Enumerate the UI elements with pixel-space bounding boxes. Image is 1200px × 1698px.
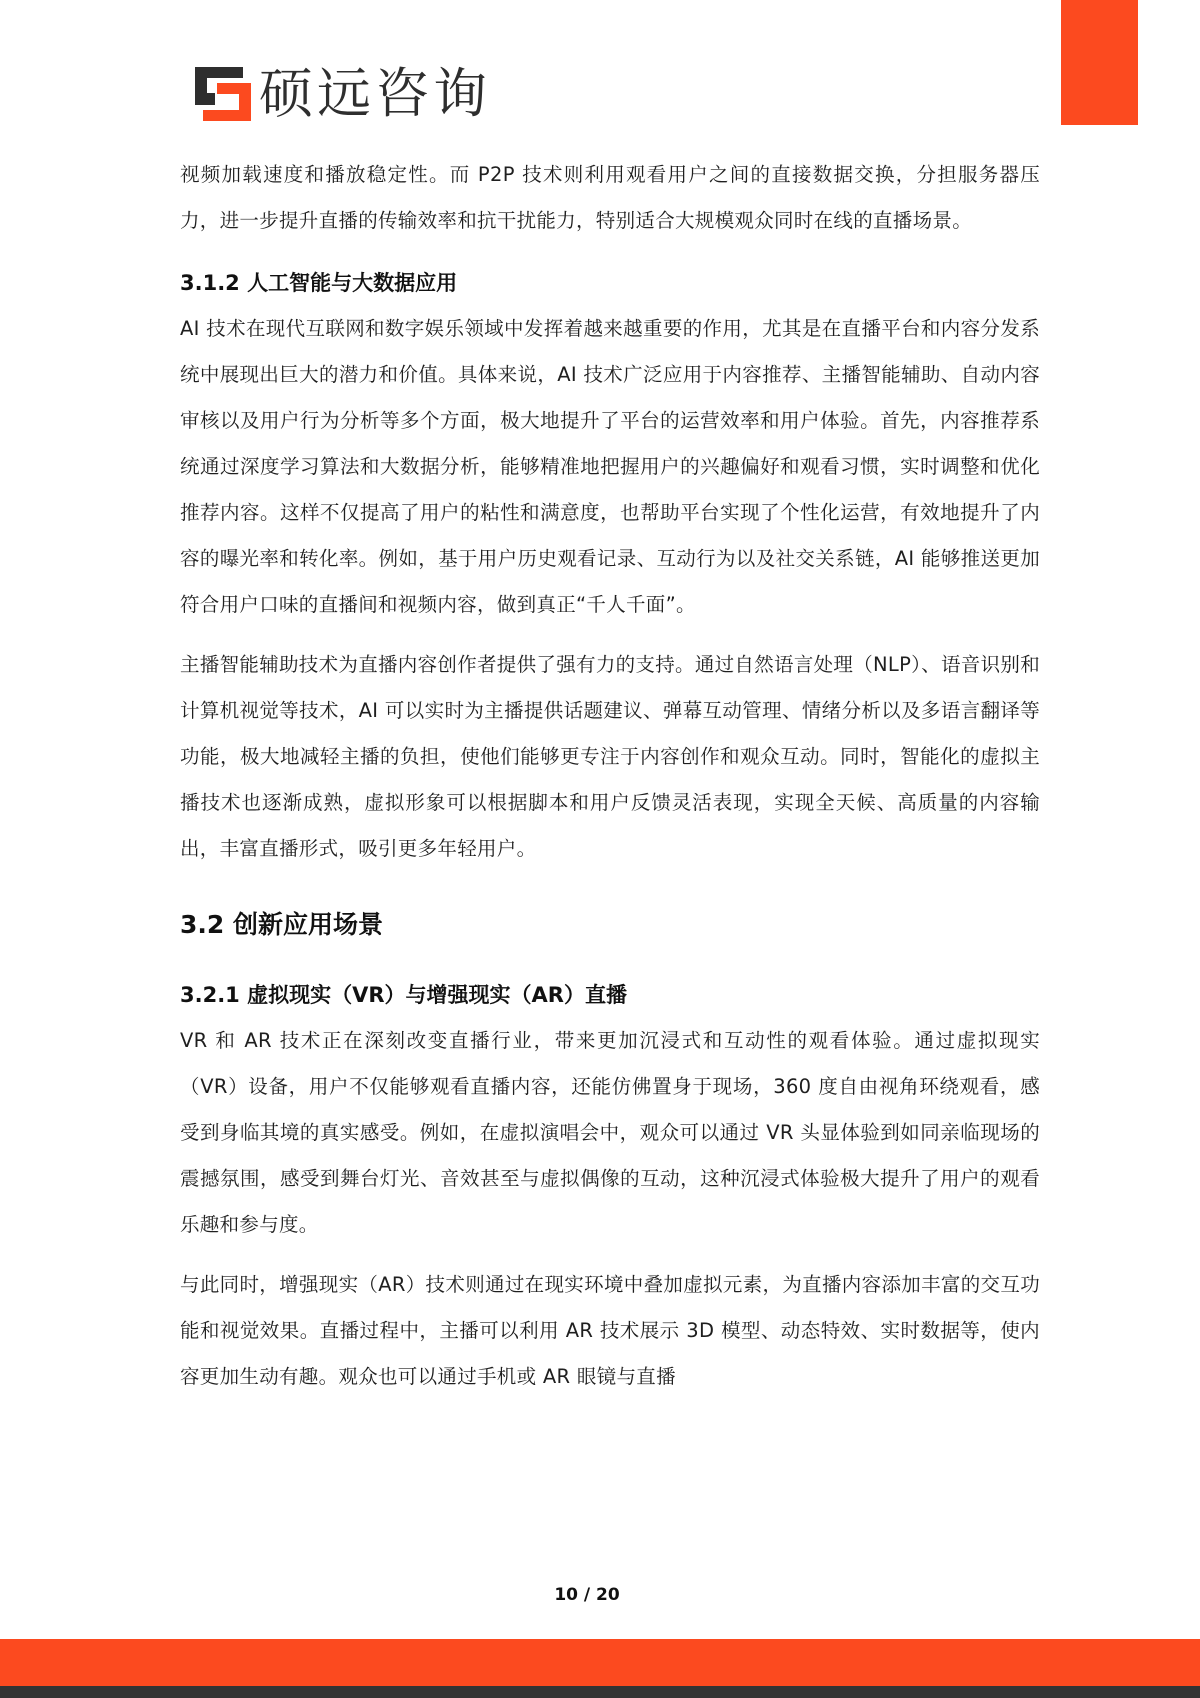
footer-accent-bar [0, 1639, 1200, 1686]
paragraph-vr: VR 和 AR 技术正在深刻改变直播行业，带来更加沉浸式和互动性的观看体验。通过虚拟现实（VR）设备，用户不仅能够观看直播内容，还能仿佛置身于现场，360 度自由视角环绕观看，感受到身临其境的真实感受。例如，在虚拟演唱会中，观众可以通过 VR 头显体验到如同亲临现场的震撼氛围，感受到舞台灯光、音效甚至与虚拟偶像的互动，这种沉浸式体验极大提升了用户的观看乐趣和参与度。 [180, 1029, 1040, 1236]
section-heading-3-2: 3.2 创新应用场景 [180, 910, 383, 939]
brand-logo-text: 硕远咨询 [259, 62, 491, 125]
section-heading-3-1-2: 3.1.2 人工智能与大数据应用 [180, 271, 458, 295]
page-number: 10 / 20 [554, 1585, 620, 1605]
corner-accent-block [1061, 0, 1138, 125]
section-heading-3-2-1: 3.2.1 虚拟现实（VR）与增强现实（AR）直播 [180, 983, 627, 1007]
intro-paragraph: 视频加载速度和播放稳定性。而 P2P 技术则利用观看用户之间的直接数据交换，分担服务器压力，进一步提升直播的传输效率和抗干扰能力，特别适合大规模观众同时在线的直播场景。 [180, 163, 1040, 232]
footer-dark-bar [0, 1686, 1200, 1698]
brand-logo [195, 64, 491, 124]
document-body [180, 152, 1040, 1400]
brand-logo-icon [195, 67, 251, 121]
paragraph-ai-overview: AI 技术在现代互联网和数字娱乐领域中发挥着越来越重要的作用，尤其是在直播平台和内容分发系统中展现出巨大的潜力和价值。具体来说，AI 技术广泛应用于内容推荐、主播智能辅助、自动内容审核以及用户行为分析等多个方面，极大地提升了平台的运营效率和用户体验。首先，内容推荐系统通过深度学习算法和大数据分析，能够精准地把握用户的兴趣偏好和观看习惯，实时调整和优化推荐内容。这样不仅提高了用户的粘性和满意度，也帮助平台实现了个性化运营，有效地提升了内容的曝光率和转化率。例如，基于用户历史观看记录、互动行为以及社交关系链，AI 能够推送更加符合用户口味的直播间和视频内容，做到真正“千人千面”。 [180, 317, 1040, 616]
paragraph-streamer-assist: 主播智能辅助技术为直播内容创作者提供了强有力的支持。通过自然语言处理（NLP）、语音识别和计算机视觉等技术，AI 可以实时为主播提供话题建议、弹幕互动管理、情绪分析以及多语言翻译等功能，极大地减轻主播的负担，使他们能够更专注于内容创作和观众互动。同时，智能化的虚拟主播技术也逐渐成熟，虚拟形象可以根据脚本和用户反馈灵活表现，实现全天候、高质量的内容输出，丰富直播形式，吸引更多年轻用户。 [180, 653, 1040, 860]
paragraph-ar: 与此同时，增强现实（AR）技术则通过在现实环境中叠加虚拟元素，为直播内容添加丰富的交互功能和视觉效果。直播过程中，主播可以利用 AR 技术展示 3D 模型、动态特效、实时数据等，使内容更加生动有趣。观众也可以通过手机或 AR 眼镜与直播 [180, 1273, 1040, 1388]
